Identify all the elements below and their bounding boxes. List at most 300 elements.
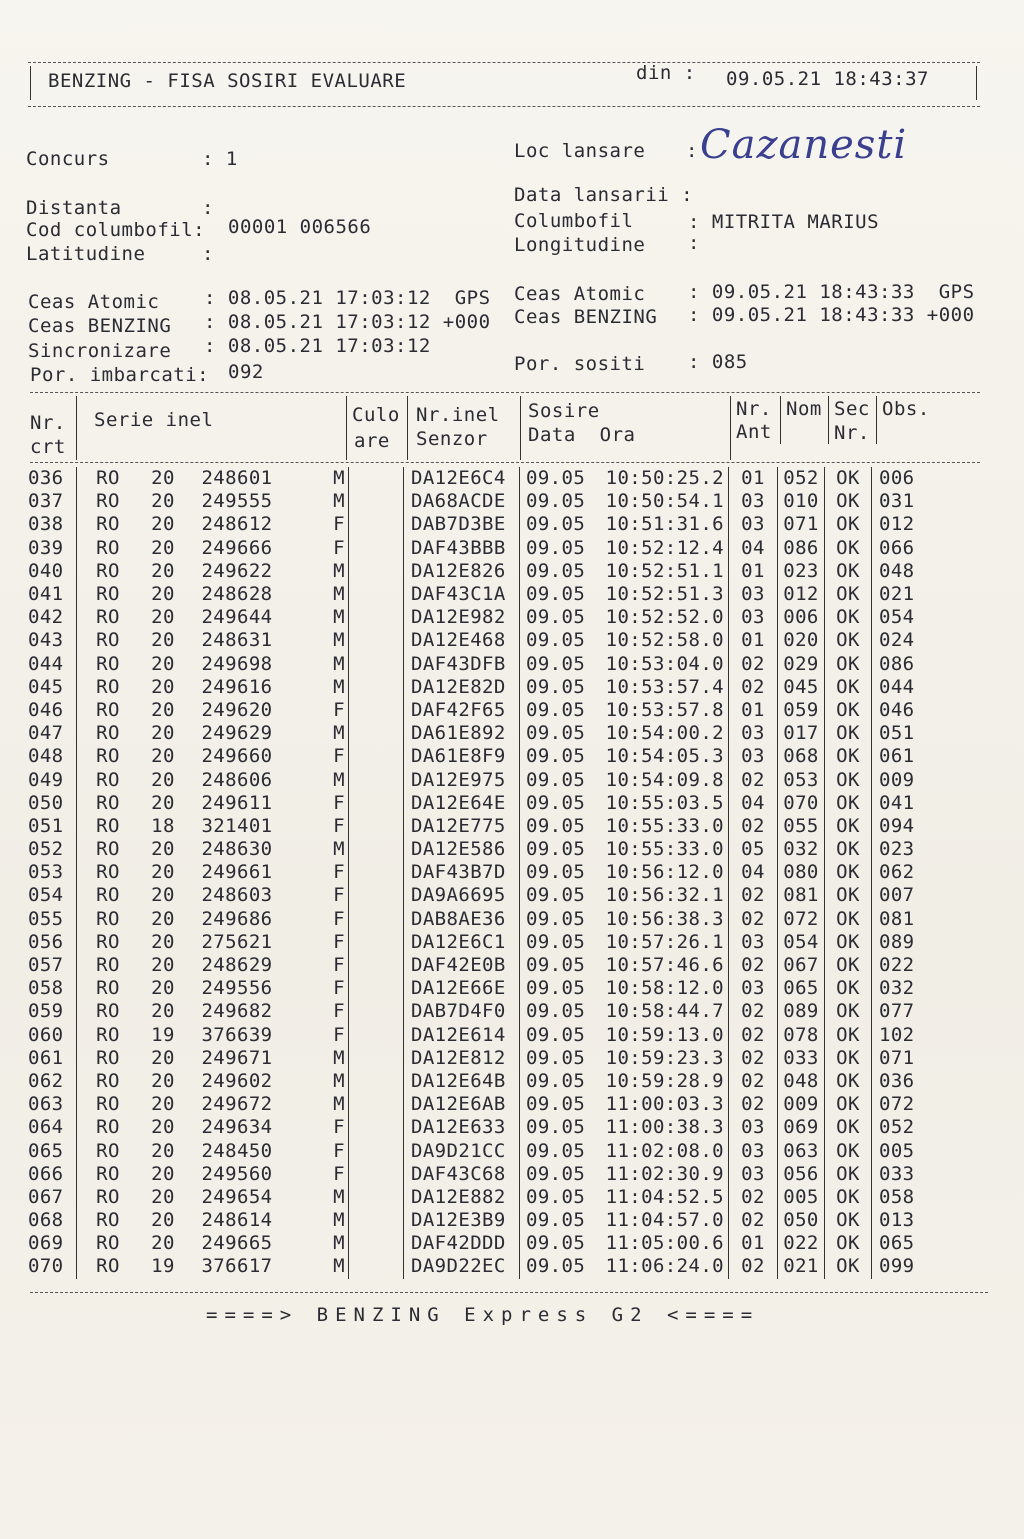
ceas-benzing-start-value: : 08.05.21 17:03:12 +000 xyxy=(204,311,491,333)
row-nr-crt: 068 xyxy=(28,1209,77,1232)
concurs-label: Concurs xyxy=(26,148,110,170)
row-sec-nr: OK xyxy=(825,1209,872,1232)
row-sex: M xyxy=(287,1093,349,1116)
row-color xyxy=(349,815,404,838)
row-ring-number: 249616 xyxy=(201,675,273,698)
row-antenna: 03 xyxy=(729,1163,778,1186)
row-nr-crt: 052 xyxy=(28,838,77,861)
row-antenna: 02 xyxy=(729,676,778,699)
row-ring-number: 249634 xyxy=(201,1116,273,1139)
row-sec-nr: OK xyxy=(825,1047,872,1070)
header-bottom-rule xyxy=(28,106,980,107)
row-nom: 032 xyxy=(778,838,825,861)
row-obs: 032 xyxy=(879,977,915,1000)
loc-lansare-handwritten: Cazanesti xyxy=(700,122,908,168)
row-ring-number: 248614 xyxy=(201,1209,273,1232)
row-nom: 063 xyxy=(778,1139,825,1162)
row-date: 09.05 xyxy=(526,861,586,884)
row-nom: 054 xyxy=(778,931,825,954)
row-nr-crt: 055 xyxy=(28,908,77,931)
row-date: 09.05 xyxy=(526,722,586,745)
row-country: RO xyxy=(96,930,120,953)
row-antenna: 01 xyxy=(729,1232,778,1255)
row-country: RO xyxy=(96,1116,120,1139)
row-year: 20 xyxy=(151,1185,175,1208)
row-date: 09.05 xyxy=(526,745,586,768)
row-time: 10:59:28.9 xyxy=(596,1070,729,1093)
row-time: 10:54:05.3 xyxy=(596,745,729,768)
row-color xyxy=(349,653,404,676)
row-sensor: DA12E468 xyxy=(404,629,520,652)
row-antenna: 02 xyxy=(729,1186,778,1209)
row-time: 10:50:54.1 xyxy=(596,490,729,513)
row-ring-number: 249602 xyxy=(201,1069,273,1092)
row-obs: 041 xyxy=(879,791,915,814)
row-obs: 006 xyxy=(879,467,915,490)
row-color xyxy=(349,699,404,722)
row-sex: F xyxy=(287,1116,349,1139)
por-sositi-value: : 085 xyxy=(688,351,748,373)
row-color xyxy=(349,745,404,768)
row-year: 20 xyxy=(151,1069,175,1092)
row-sec-nr: OK xyxy=(825,1000,872,1023)
row-nom: 009 xyxy=(778,1093,825,1116)
table-row xyxy=(28,745,939,768)
table-row xyxy=(28,583,939,606)
row-obs: 086 xyxy=(879,652,915,675)
row-country: RO xyxy=(96,954,120,977)
row-ring-number: 249665 xyxy=(201,1232,273,1255)
row-date: 09.05 xyxy=(526,1093,586,1116)
row-ring-number: 249672 xyxy=(201,1093,273,1116)
row-year: 20 xyxy=(151,467,175,490)
row-ring-number: 249660 xyxy=(201,745,273,768)
row-year: 20 xyxy=(151,838,175,861)
row-country: RO xyxy=(96,606,120,629)
hdr-sep-7 xyxy=(828,396,829,444)
cod-columbofil-label: Cod columbofil: xyxy=(26,219,206,241)
row-nom: 078 xyxy=(778,1024,825,1047)
row-antenna: 03 xyxy=(729,513,778,536)
row-color xyxy=(349,1255,404,1278)
row-sex: F xyxy=(287,931,349,954)
row-sec-nr: OK xyxy=(825,1163,872,1186)
row-sex: M xyxy=(287,722,349,745)
row-obs: 024 xyxy=(879,629,915,652)
row-antenna: 02 xyxy=(729,1070,778,1093)
row-country: RO xyxy=(96,652,120,675)
row-sex: M xyxy=(287,583,349,606)
row-sex: M xyxy=(287,1232,349,1255)
row-sec-nr: OK xyxy=(825,467,872,490)
table-row xyxy=(28,1116,939,1139)
row-obs: 072 xyxy=(879,1093,915,1116)
row-time: 10:59:13.0 xyxy=(596,1024,729,1047)
row-nom: 089 xyxy=(778,1000,825,1023)
row-color xyxy=(349,977,404,1000)
row-sensor: DA61E892 xyxy=(404,722,520,745)
row-color xyxy=(349,1024,404,1047)
row-year: 20 xyxy=(151,675,175,698)
row-time: 10:55:03.5 xyxy=(596,792,729,815)
table-row xyxy=(28,838,939,861)
row-country: RO xyxy=(96,629,120,652)
row-country: RO xyxy=(96,768,120,791)
hdr-sep-6 xyxy=(780,396,781,444)
row-time: 10:51:31.6 xyxy=(596,513,729,536)
row-ring-number: 249629 xyxy=(201,722,273,745)
row-obs: 048 xyxy=(879,559,915,582)
din-timestamp: 09.05.21 18:43:37 xyxy=(726,68,929,90)
row-sex: M xyxy=(287,606,349,629)
row-nr-crt: 062 xyxy=(28,1070,77,1093)
row-time: 11:06:24.0 xyxy=(596,1255,729,1278)
row-sensor: DA68ACDE xyxy=(404,490,520,513)
row-antenna: 01 xyxy=(729,560,778,583)
row-nom: 086 xyxy=(778,537,825,560)
row-nr-crt: 060 xyxy=(28,1024,77,1047)
row-year: 20 xyxy=(151,954,175,977)
row-obs: 071 xyxy=(879,1046,915,1069)
row-sex: F xyxy=(287,954,349,977)
row-time: 10:54:00.2 xyxy=(596,722,729,745)
row-color xyxy=(349,1186,404,1209)
row-obs: 013 xyxy=(879,1209,915,1232)
col-header-nom: Nom xyxy=(786,398,822,420)
row-nom: 021 xyxy=(778,1255,825,1278)
row-obs: 023 xyxy=(879,838,915,861)
row-date: 09.05 xyxy=(526,698,586,721)
row-nom: 010 xyxy=(778,490,825,513)
row-sec-nr: OK xyxy=(825,513,872,536)
row-color xyxy=(349,768,404,791)
row-sex: F xyxy=(287,1000,349,1023)
row-nr-crt: 054 xyxy=(28,884,77,907)
row-nr-crt: 042 xyxy=(28,606,77,629)
row-time: 10:56:38.3 xyxy=(596,908,729,931)
row-sec-nr: OK xyxy=(825,537,872,560)
ceas-benzing-end-label: Ceas BENZING xyxy=(514,306,658,328)
row-ring-number: 249622 xyxy=(201,559,273,582)
row-ring-number: 248450 xyxy=(201,1139,273,1162)
row-sensor: DA12E633 xyxy=(404,1116,520,1139)
row-obs: 058 xyxy=(879,1185,915,1208)
col-header-data-ora: Data Ora xyxy=(528,424,636,446)
row-color xyxy=(349,861,404,884)
row-color xyxy=(349,1209,404,1232)
table-header-rule xyxy=(30,462,980,463)
row-color xyxy=(349,676,404,699)
row-sex: F xyxy=(287,699,349,722)
row-time: 10:52:12.4 xyxy=(596,537,729,560)
row-color xyxy=(349,884,404,907)
row-nom: 023 xyxy=(778,560,825,583)
col-header-nr: Nr. xyxy=(30,412,66,434)
row-nr-crt: 061 xyxy=(28,1047,77,1070)
row-antenna: 02 xyxy=(729,815,778,838)
row-year: 20 xyxy=(151,1116,175,1139)
row-sec-nr: OK xyxy=(825,629,872,652)
row-date: 09.05 xyxy=(526,1162,586,1185)
row-year: 20 xyxy=(151,583,175,606)
row-nr-crt: 057 xyxy=(28,954,77,977)
row-obs: 031 xyxy=(879,490,915,513)
row-color xyxy=(349,1000,404,1023)
row-date: 09.05 xyxy=(526,838,586,861)
row-country: RO xyxy=(96,1000,120,1023)
row-color xyxy=(349,1070,404,1093)
row-sec-nr: OK xyxy=(825,838,872,861)
row-sex: M xyxy=(287,490,349,513)
row-color xyxy=(349,583,404,606)
row-nr-crt: 044 xyxy=(28,653,77,676)
row-ring-number: 248630 xyxy=(201,838,273,861)
row-nr-crt: 059 xyxy=(28,1000,77,1023)
row-ring-number: 248601 xyxy=(201,467,273,490)
row-sec-nr: OK xyxy=(825,560,872,583)
col-header-are: are xyxy=(354,430,390,452)
row-sensor: DAF43C68 xyxy=(404,1163,520,1186)
data-lansarii-label: Data lansarii : xyxy=(514,184,694,206)
row-sex: M xyxy=(287,1070,349,1093)
row-nr-crt: 045 xyxy=(28,676,77,699)
row-nom: 065 xyxy=(778,977,825,1000)
table-row xyxy=(28,1070,939,1093)
row-nr-crt: 065 xyxy=(28,1139,77,1162)
table-bottom-rule xyxy=(30,1292,988,1293)
row-color xyxy=(349,1139,404,1162)
col-header-culo: Culo xyxy=(352,404,400,426)
table-row xyxy=(28,768,939,791)
row-year: 20 xyxy=(151,513,175,536)
row-year: 20 xyxy=(151,1093,175,1116)
row-year: 20 xyxy=(151,930,175,953)
row-sec-nr: OK xyxy=(825,1255,872,1278)
table-row xyxy=(28,1139,939,1162)
row-color xyxy=(349,1093,404,1116)
row-nom: 055 xyxy=(778,815,825,838)
row-date: 09.05 xyxy=(526,1185,586,1208)
row-nom: 070 xyxy=(778,792,825,815)
row-obs: 033 xyxy=(879,1162,915,1185)
row-time: 10:55:33.0 xyxy=(596,815,729,838)
row-sex: F xyxy=(287,513,349,536)
row-year: 20 xyxy=(151,745,175,768)
ceas-atomic-end-value: : 09.05.21 18:43:33 GPS xyxy=(688,281,975,303)
row-obs: 021 xyxy=(879,583,915,606)
row-color xyxy=(349,931,404,954)
row-nr-crt: 047 xyxy=(28,722,77,745)
row-antenna: 03 xyxy=(729,745,778,768)
row-color xyxy=(349,606,404,629)
row-sec-nr: OK xyxy=(825,768,872,791)
row-nr-crt: 066 xyxy=(28,1163,77,1186)
row-time: 10:56:32.1 xyxy=(596,884,729,907)
table-row xyxy=(28,792,939,815)
row-antenna: 03 xyxy=(729,722,778,745)
row-sensor: DA12E775 xyxy=(404,815,520,838)
row-color xyxy=(349,1047,404,1070)
row-color xyxy=(349,838,404,861)
row-time: 10:58:44.7 xyxy=(596,1000,729,1023)
row-time: 10:57:46.6 xyxy=(596,954,729,977)
row-time: 10:50:25.2 xyxy=(596,467,729,490)
col-header-sosire: Sosire xyxy=(528,400,600,422)
row-sensor: DA61E8F9 xyxy=(404,745,520,768)
row-sec-nr: OK xyxy=(825,908,872,931)
row-antenna: 04 xyxy=(729,792,778,815)
row-nom: 069 xyxy=(778,1116,825,1139)
row-country: RO xyxy=(96,513,120,536)
concurs-value: : 1 xyxy=(202,148,238,170)
row-time: 11:02:08.0 xyxy=(596,1139,729,1162)
ceas-atomic-start-label: Ceas Atomic xyxy=(28,291,160,313)
row-nr-crt: 070 xyxy=(28,1255,77,1278)
row-ring-number: 249682 xyxy=(201,1000,273,1023)
table-row xyxy=(28,629,939,652)
row-date: 09.05 xyxy=(526,583,586,606)
row-sex: M xyxy=(287,1209,349,1232)
row-year: 20 xyxy=(151,977,175,1000)
row-sec-nr: OK xyxy=(825,745,872,768)
row-time: 10:53:04.0 xyxy=(596,653,729,676)
row-sex: M xyxy=(287,768,349,791)
row-time: 10:57:26.1 xyxy=(596,931,729,954)
columbofil-label: Columbofil xyxy=(514,210,634,232)
row-nr-crt: 037 xyxy=(28,490,77,513)
row-antenna: 02 xyxy=(729,1209,778,1232)
row-color xyxy=(349,792,404,815)
row-sensor: DA12E6C1 xyxy=(404,931,520,954)
row-time: 10:53:57.8 xyxy=(596,699,729,722)
row-nr-crt: 069 xyxy=(28,1232,77,1255)
row-sec-nr: OK xyxy=(825,1186,872,1209)
row-sec-nr: OK xyxy=(825,722,872,745)
row-date: 09.05 xyxy=(526,884,586,907)
row-antenna: 04 xyxy=(729,537,778,560)
row-antenna: 03 xyxy=(729,490,778,513)
distanta-value: : xyxy=(202,197,214,219)
row-date: 09.05 xyxy=(526,1209,586,1232)
longitudine-value: : xyxy=(688,232,700,254)
row-sensor: DA9A6695 xyxy=(404,884,520,907)
row-country: RO xyxy=(96,698,120,721)
row-ring-number: 248629 xyxy=(201,954,273,977)
col-header-nr-inel: Nr.inel xyxy=(416,404,500,426)
row-year: 20 xyxy=(151,490,175,513)
col-header-nr-ant-2: Ant xyxy=(736,421,772,443)
row-ring-number: 248612 xyxy=(201,513,273,536)
report-title: BENZING - FISA SOSIRI EVALUARE xyxy=(48,70,407,92)
table-row xyxy=(28,1047,939,1070)
row-date: 09.05 xyxy=(526,652,586,675)
ceas-atomic-end-label: Ceas Atomic xyxy=(514,283,646,305)
col-header-obs: Obs. xyxy=(882,398,930,420)
row-obs: 046 xyxy=(879,698,915,721)
row-year: 20 xyxy=(151,1139,175,1162)
header-right-border xyxy=(976,66,977,100)
cod-columbofil-value: 00001 006566 xyxy=(228,216,372,238)
row-ring-number: 249666 xyxy=(201,536,273,559)
row-sensor: DA12E586 xyxy=(404,838,520,861)
row-date: 09.05 xyxy=(526,606,586,629)
row-country: RO xyxy=(96,1209,120,1232)
row-obs: 005 xyxy=(879,1139,915,1162)
table-row xyxy=(28,490,939,513)
row-sec-nr: OK xyxy=(825,699,872,722)
ceas-benzing-end-value: : 09.05.21 18:43:33 +000 xyxy=(688,304,975,326)
row-color xyxy=(349,513,404,536)
row-nom: 053 xyxy=(778,768,825,791)
row-date: 09.05 xyxy=(526,559,586,582)
row-sex: M xyxy=(287,560,349,583)
row-year: 20 xyxy=(151,791,175,814)
row-nom: 012 xyxy=(778,583,825,606)
table-row xyxy=(28,908,939,931)
row-sec-nr: OK xyxy=(825,954,872,977)
row-sec-nr: OK xyxy=(825,792,872,815)
row-country: RO xyxy=(96,1139,120,1162)
por-sositi-label: Por. sositi xyxy=(514,353,646,375)
table-row xyxy=(28,861,939,884)
row-antenna: 03 xyxy=(729,977,778,1000)
row-ring-number: 249671 xyxy=(201,1046,273,1069)
row-date: 09.05 xyxy=(526,1232,586,1255)
row-year: 20 xyxy=(151,1232,175,1255)
row-year: 20 xyxy=(151,606,175,629)
row-year: 20 xyxy=(151,768,175,791)
row-antenna: 01 xyxy=(729,467,778,490)
table-top-rule xyxy=(30,392,980,393)
table-row xyxy=(28,954,939,977)
row-year: 20 xyxy=(151,1209,175,1232)
row-color xyxy=(349,908,404,931)
row-sensor: DAF42DDD xyxy=(404,1232,520,1255)
row-sex: F xyxy=(287,861,349,884)
row-country: RO xyxy=(96,791,120,814)
table-row xyxy=(28,676,939,699)
row-sex: M xyxy=(287,653,349,676)
row-year: 19 xyxy=(151,1255,175,1278)
row-obs: 077 xyxy=(879,1000,915,1023)
row-time: 11:05:00.6 xyxy=(596,1232,729,1255)
row-obs: 009 xyxy=(879,768,915,791)
ceas-benzing-start-label: Ceas BENZING xyxy=(28,315,172,337)
row-color xyxy=(349,1116,404,1139)
row-year: 20 xyxy=(151,1162,175,1185)
row-date: 09.05 xyxy=(526,536,586,559)
row-sensor: DA12E6C4 xyxy=(404,467,520,490)
distanta-label: Distanta xyxy=(26,197,122,219)
row-obs: 089 xyxy=(879,930,915,953)
row-color xyxy=(349,537,404,560)
col-header-sec-2: Nr. xyxy=(834,422,870,444)
row-sensor: DAF43B7D xyxy=(404,861,520,884)
row-antenna: 03 xyxy=(729,1116,778,1139)
row-date: 09.05 xyxy=(526,1023,586,1046)
row-ring-number: 249555 xyxy=(201,490,273,513)
row-sensor: DA12E66E xyxy=(404,977,520,1000)
row-time: 10:52:51.3 xyxy=(596,583,729,606)
row-sex: F xyxy=(287,815,349,838)
row-sex: F xyxy=(287,884,349,907)
row-color xyxy=(349,629,404,652)
row-nr-crt: 038 xyxy=(28,513,77,536)
row-ring-number: 376617 xyxy=(201,1255,273,1278)
row-year: 20 xyxy=(151,722,175,745)
row-obs: 099 xyxy=(879,1255,915,1278)
hdr-sep-2 xyxy=(346,396,347,460)
